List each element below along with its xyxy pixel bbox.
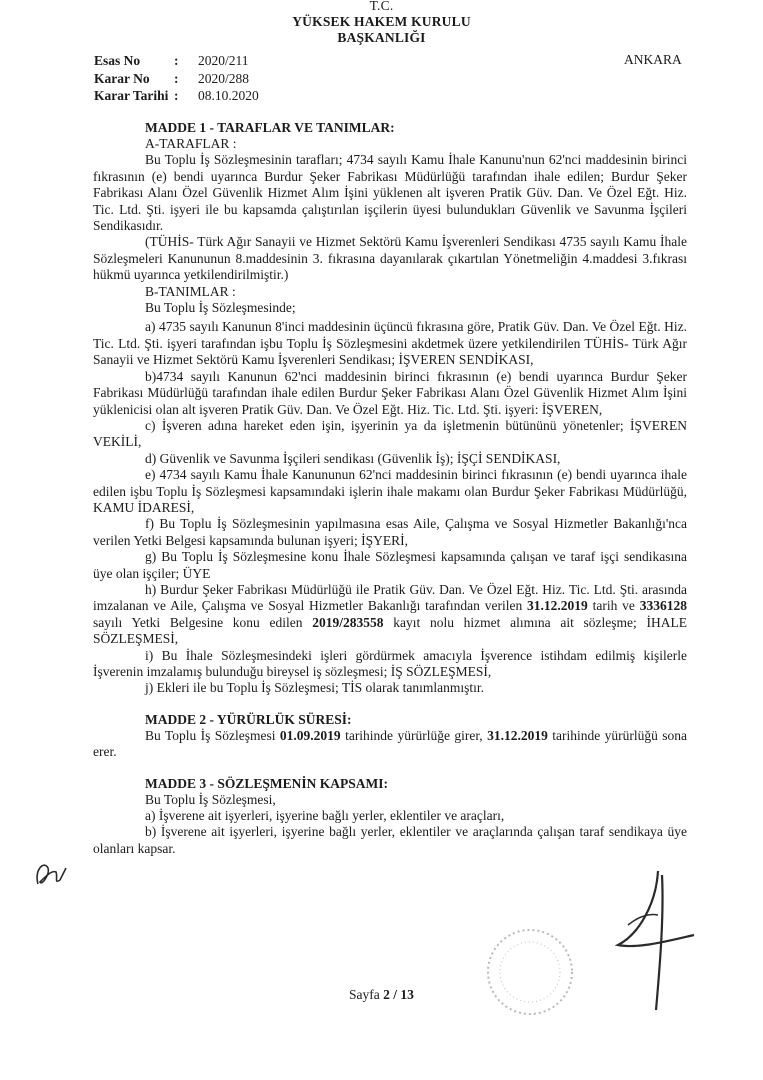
definition-h-text-3: sayılı Yetki Belgesine konu edilen	[93, 614, 313, 630]
header-authority: YÜKSEK HAKEM KURULU	[292, 14, 471, 29]
tarih-colon: :	[174, 88, 179, 103]
document-header	[0, 0, 763, 46]
tanimlar-title: B-TANIMLAR :	[145, 283, 236, 299]
karar-colon: :	[174, 70, 179, 86]
end-date: 31.12.2019	[487, 727, 548, 743]
case-meta	[94, 52, 259, 105]
esas-row	[94, 52, 259, 70]
definition-g: g) Bu Toplu İş Sözleşmesine konu İhale Sözleşmesi kapsamında çalışan ve taraf işçi sendikasına üye olan işçiler; ÜYE	[93, 549, 687, 581]
start-date: 01.09.2019	[279, 727, 341, 743]
header-presidency: BAŞKANLIĞI	[337, 30, 426, 45]
taraflar-title: A-TARAFLAR :	[145, 136, 237, 151]
yetki-date: 31.12.2019	[527, 598, 588, 614]
madde2-heading: MADDE 2 - YÜRÜRLÜK SÜRESİ:	[145, 711, 352, 727]
taraflar-paragraph: Bu Toplu İş Sözleşmesinin tarafları; 4734 sayılı Kamu İhale Kanunu'nun 62'nci maddesinin birinci fıkrasının (e) bendi uyarınca Burdur Şeker Fabrikası Müdürlüğü tarafından ihale edilen; Burdur Şeker Fabrikası Alanı Özel Güvenlik Hizmet Alım İşini yüklenen alt işveren Pratik Güv. Dan. Ve Özel Eğt. Hiz. Tic. Ltd. Şti. işyeri ile bu kapsamda çalıştırılan işçilerin üyesi bulundukları Güvenlik ve Savunma İşçileri Sendikasıdır.	[93, 152, 687, 234]
header-tc: T.C.	[369, 0, 394, 13]
esas-label: Esas No	[94, 53, 141, 68]
definition-e: e) 4734 sayılı Kamu İhale Kanununun 62'nci maddesinin birinci fıkrasının (e) bendi uyarınca ihale edilen işbu Toplu İş Sözleşmesi kapsamındaki işlerin ihale makamı olan Burdur Şeker Fabrikası Müdürlüğü, KAMU İDARESİ,	[93, 467, 687, 515]
tanimlar-intro: Bu Toplu İş Sözleşmesinde;	[145, 300, 296, 316]
definition-h	[93, 582, 687, 648]
definition-h-text-4: kayıt nolu hizmet alımına ait sözleşme; İHALE SÖZLEŞMESİ,	[93, 614, 688, 647]
yetki-number: 3336128	[639, 598, 687, 614]
madde2-text-1: Bu Toplu İş Sözleşmesi	[145, 727, 280, 743]
page-footer	[0, 987, 763, 1003]
madde3-item-b: b) İşverene ait işyerleri, işyerine bağlı yerler, eklentiler ve araçlarında çalışan taraf sendikaya üye olanları kapsar.	[93, 824, 687, 856]
tarih-label: Karar Tarihi	[94, 88, 169, 103]
karar-row	[94, 70, 259, 88]
esas-value: 2020/211	[198, 53, 249, 68]
page-number: 2 / 13	[383, 987, 414, 1002]
karar-value: 2020/288	[198, 70, 250, 86]
document-body	[93, 119, 687, 857]
karar-label: Karar No	[94, 70, 150, 86]
tuhis-paragraph: (TÜHİS- Türk Ağır Sanayii ve Hizmet Sektörü Kamu İşverenleri Sendikası 4735 sayılı Kamu İhale Sözleşmeleri Kanununun 8.maddesinin 3. fıkrasına dayanılarak çıkartılan Yönetmeliğin 4.maddesi 3.fıkrası hükmü uyarınca yetkilendirilmiştir.)	[93, 234, 687, 283]
page-label: Sayfa	[349, 987, 384, 1002]
definition-i: i) Bu İhale Sözleşmesindeki işleri gördürmek amacıyla İşverence istihdam edilmiş kişilerle İşverenin imzalamış bulunduğu bireysel iş sözleşmesi; İŞ SÖZLEŞMESİ,	[93, 647, 687, 679]
madde3-item-a: a) İşverene ait işyerleri, işyerine bağlı yerler, eklentiler ve araçları,	[145, 808, 505, 824]
definition-d: d) Güvenlik ve Savunma İşçileri sendikası (Güvenlik İş); İŞÇİ SENDİKASI,	[145, 450, 561, 466]
madde1-heading: MADDE 1 - TARAFLAR VE TANIMLAR:	[145, 120, 395, 135]
madde3-intro: Bu Toplu İş Sözleşmesi,	[145, 791, 276, 807]
madde3-heading: MADDE 3 - SÖZLEŞMENİN KAPSAMI:	[145, 775, 389, 791]
tarih-value: 08.10.2020	[198, 88, 259, 103]
definition-j: j) Ekleri ile bu Toplu İş Sözleşmesi; TİS olarak tanımlanmıştır.	[145, 680, 485, 696]
tarih-row	[94, 87, 259, 105]
madde2-paragraph	[93, 728, 687, 761]
esas-colon: :	[174, 53, 179, 68]
definition-h-text-2: tarih ve	[587, 598, 640, 614]
kayit-number: 2019/283558	[312, 614, 384, 630]
definition-c: c) İşveren adına hareket eden işin, işyerinin ya da işletmenin bütününü yönetenler; İŞVEREN VEKİLİ,	[93, 417, 687, 450]
madde2-text-3: tarihinde yürürlüğü sona erer.	[93, 727, 687, 760]
definition-h-text-1: h) Burdur Şeker Fabrikası Müdürlüğü ile Pratik Güv. Dan. Ve Özel Eğt. Hiz. Tic. Ltd. Şti. arasında imzalanan ve Aile, Çalışma ve Sosyal Hizmetler Bakanlığı tarafından verilen	[93, 581, 687, 614]
definition-f: f) Bu Toplu İş Sözleşmesinin yapılmasına esas Aile, Çalışma ve Sosyal Hizmetler Bakanlığı'nca verilen Yetki Belgesi kapsamında bulunan işyeri; İŞYERİ,	[93, 516, 687, 548]
madde2-text-2: tarihinde yürürlüğe girer,	[340, 727, 488, 743]
definition-b: b)4734 sayılı Kanunun 62'nci maddesinin birinci fıkrasının (e) bendi uyarınca Burdur Şeker Fabrikası Müdürlüğü tarafından ihale edilen Burdur Şeker Fabrikası Alanı Özel Güvenlik Hizmet Alım İşini yüklenicisi olan alt işveren Pratik Güv. Dan. Ve Özel Eğt. Hiz. Tic. Ltd. Şti. işyeri: İŞVEREN,	[93, 368, 687, 417]
official-stamp	[484, 926, 576, 1018]
initials-handwriting	[30, 856, 76, 892]
definition-a: a) 4735 sayılı Kanunun 8'inci maddesinin üçüncü fıkrasına göre, Pratik Güv. Dan. Ve Özel Eğt. Hiz. Tic. Ltd. Şti. işyeri tarafından işbu Toplu İş Sözleşmesini akdetmek üzere yetkilendirilen TÜHİS- Türk Ağır Sanayii ve Hizmet Sektörü Kamu İşverenleri Sendikası; İŞVEREN SENDİKASI,	[93, 319, 687, 368]
city: ANKARA	[624, 52, 682, 67]
